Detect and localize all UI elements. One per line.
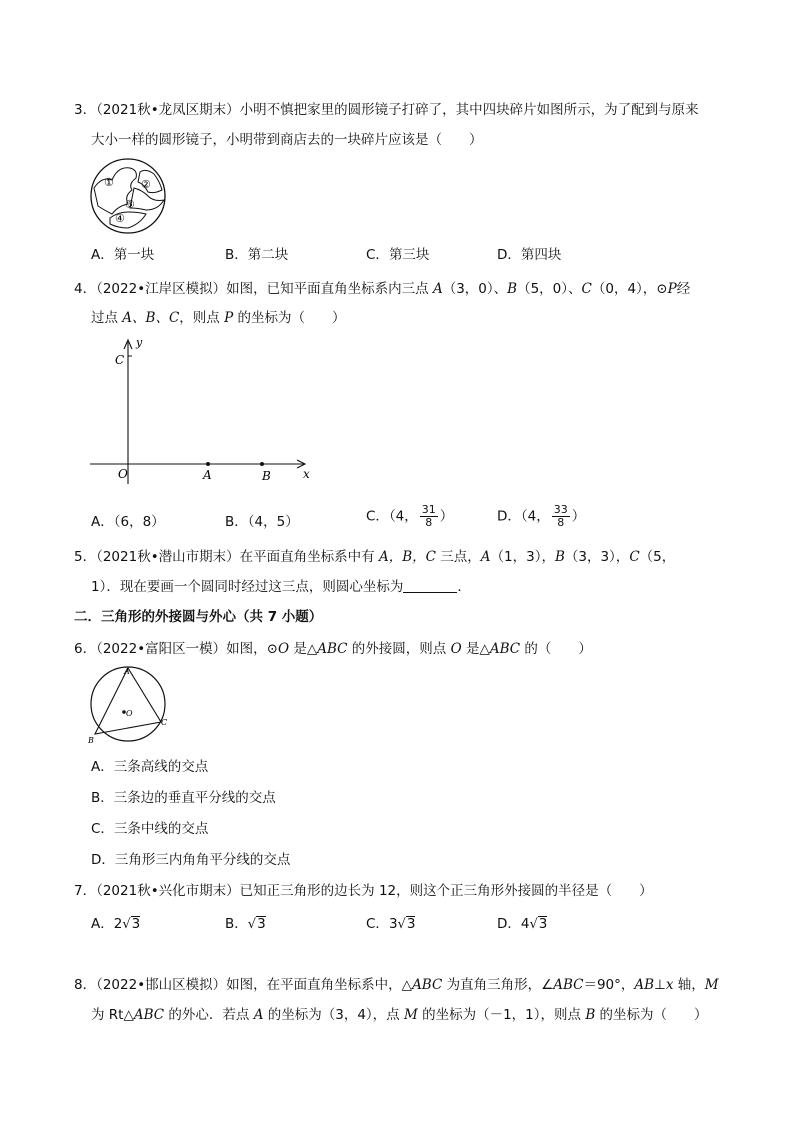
q5-text2-end: ． — [457, 579, 471, 595]
q3-option-a-text: 第一块 — [113, 247, 155, 263]
q7-text: 已知正三角形的边长为 12，则这个正三角形外接圆的半径是（ ） — [239, 883, 653, 899]
q8-x: x — [665, 977, 674, 993]
q3-option-a-key: A． — [91, 247, 114, 263]
q4-option-d — [497, 504, 585, 529]
q4-option-b-text: （4，5） — [247, 514, 299, 530]
q7-line-1 — [74, 882, 653, 900]
q4-option-a — [91, 513, 165, 531]
q8-m-2: M — [403, 1007, 418, 1023]
q3-text-1: 小明不慎把家里的圆形镜子打碎了，其中四块碎片如图所示，为了配到与原来 — [239, 102, 699, 118]
q6-option-d-key: D． — [91, 852, 115, 868]
q4-option-c-denominator: 8 — [425, 516, 433, 529]
q3-fig-label-2: ② — [141, 178, 151, 191]
q5-text1-b: 三点， — [435, 549, 481, 565]
q3-option-a — [91, 246, 154, 264]
q6-text-c: 的外接圆，则点 — [347, 641, 451, 657]
radical-icon: √ — [397, 917, 406, 932]
q3-mirror-figure — [88, 158, 170, 234]
q8-m: M — [704, 977, 719, 993]
q8-b: B — [585, 1007, 596, 1023]
q7-option-d-coef: 4 — [520, 916, 530, 932]
q4-coord-b: （5，0）、 — [517, 281, 582, 297]
q3-line-2: 大小一样的圆形镜子，小明带到商店去的一块碎片应该是（ ） — [91, 132, 483, 148]
q8-line-2 — [91, 1006, 708, 1024]
q6-circumcircle-figure — [86, 664, 172, 746]
q8-text1-b: 为直角三角形，∠ — [442, 977, 554, 993]
q6-abc: ABC — [317, 641, 348, 657]
q7-option-a-key: A． — [91, 916, 114, 932]
q4-option-c — [366, 504, 453, 529]
q8-abc-3: ABC — [133, 1007, 165, 1023]
q4-option-d-pre: （4， — [520, 508, 550, 525]
q3-option-d — [497, 246, 561, 264]
q4-fig-y-label: y — [136, 336, 143, 349]
q4-point-b: B — [507, 281, 518, 297]
q4-option-b-key: B． — [225, 514, 248, 530]
q6-option-d — [91, 851, 290, 869]
q7-option-a-coef: 2 — [113, 916, 123, 932]
q8-text2-c: 的坐标为（3，4），点 — [263, 1007, 404, 1023]
q8-abc-2: ABC — [553, 977, 584, 993]
q5-source: （2021秋•潜山市期末） — [96, 549, 240, 565]
q6-abc-2: ABC — [489, 641, 521, 657]
q6-number: 6． — [74, 641, 97, 657]
q7-option-a — [91, 915, 140, 934]
q3-fig-label-3: ③ — [125, 198, 135, 211]
q6-option-d-text: 三角形三内角角平分线的交点 — [114, 852, 291, 868]
q4-text-a: 如图，已知平面直角坐标系内三点 — [226, 281, 433, 297]
q4-option-a-key: A． — [91, 514, 114, 530]
q6-option-c-text: 三条中线的交点 — [113, 821, 209, 837]
q4-option-d-numerator: 33 — [553, 503, 568, 516]
q6-text-d: 是△ — [461, 641, 490, 657]
q5-number: 5． — [74, 549, 97, 565]
q4-option-d-post: ） — [571, 508, 586, 525]
q8-text1-a: 如图，在平面直角坐标系中，△ — [226, 977, 413, 993]
q6-option-b-key: B． — [91, 790, 114, 806]
q4-option-c-post: ） — [439, 508, 454, 525]
q6-o: O — [450, 641, 462, 657]
q5-text1-a: 在平面直角坐标系中有 — [239, 549, 379, 565]
q6-text-b: 是△ — [289, 641, 318, 657]
q4-coordinate-figure — [86, 334, 318, 490]
q4-fig-x-label: x — [303, 467, 310, 481]
q4-text-end: 经 — [676, 281, 691, 297]
q7-option-c-coef: 3 — [388, 916, 398, 932]
q8-text1-c: ＝90°， — [583, 977, 635, 993]
q8-text1-e: 轴， — [673, 977, 705, 993]
q3-option-b — [225, 246, 288, 264]
q6-option-a-key: A． — [91, 759, 114, 775]
q4-option-c-fraction — [420, 504, 438, 529]
q6-line-1 — [74, 640, 592, 658]
q3-line-1 — [74, 101, 699, 119]
q3-number: 3． — [74, 102, 97, 118]
q5-answer-blank — [403, 578, 457, 593]
q5-b-label: B — [554, 549, 565, 565]
q4-option-b — [225, 513, 299, 531]
q4-line2-points: A、B、C — [122, 310, 180, 326]
q4-line2-p: P — [224, 310, 234, 326]
q8-abc: ABC — [412, 977, 443, 993]
q6-option-b — [91, 789, 276, 807]
q7-option-d — [497, 915, 547, 934]
q4-option-c-key: C． — [366, 508, 389, 525]
radical-icon: √ — [529, 917, 538, 932]
q4-option-a-text: （6，8） — [113, 514, 165, 530]
q5-text1-points: A，B，C — [378, 549, 436, 565]
q7-option-b-radicand: 3 — [257, 916, 266, 932]
q8-text2-b: 的外心．若点 — [164, 1007, 254, 1023]
q7-source: （2021秋•兴化市期末） — [96, 883, 240, 899]
section-2-heading: 二．三角形的外接圆与外心（共 7 小题） — [74, 609, 323, 625]
q8-ab: AB — [634, 977, 655, 993]
q3-option-d-text: 第四块 — [520, 247, 562, 263]
q6-option-a-text: 三条高线的交点 — [113, 759, 209, 775]
q6-option-a — [91, 758, 208, 776]
q4-option-c-numerator: 31 — [421, 503, 436, 516]
q4-fig-b-label: B — [262, 469, 271, 483]
q6-fig-b-label: B — [88, 736, 94, 745]
q8-line-1 — [74, 976, 719, 994]
q8-a: A — [253, 1007, 264, 1023]
q3-option-b-key: B． — [225, 247, 248, 263]
q4-line2-c: 的坐标为（ ） — [233, 310, 346, 326]
q4-fig-c-label: C — [115, 353, 125, 367]
q4-option-d-denominator: 8 — [557, 516, 565, 529]
q3-option-c-text: 第三块 — [388, 247, 430, 263]
q8-text1-d: ⊥ — [654, 977, 666, 993]
q4-fig-o-label: O — [118, 467, 128, 481]
q5-c-label: C — [629, 549, 640, 565]
q4-fig-a-label: A — [203, 468, 212, 482]
q6-option-c — [91, 820, 208, 838]
q3-option-c — [366, 246, 429, 264]
q6-circle-o: ⊙O — [266, 641, 290, 657]
q8-text2-d: 的坐标为（－1，1），则点 — [417, 1007, 586, 1023]
q8-text2-e: 的坐标为（ ） — [595, 1007, 708, 1023]
q4-line2-a: 过点 — [91, 310, 123, 326]
q7-option-a-radicand: 3 — [131, 916, 141, 932]
q3-fig-label-1: ① — [104, 176, 114, 189]
radical-icon: √ — [122, 917, 131, 932]
q4-line-1 — [74, 280, 690, 298]
q7-option-c-radicand: 3 — [406, 916, 416, 932]
q5-a-coord: （1，3）， — [490, 549, 555, 565]
q4-option-d-key: D． — [497, 508, 521, 525]
q7-number: 7． — [74, 883, 97, 899]
q7-option-c — [366, 915, 415, 934]
q3-option-c-key: C． — [366, 247, 389, 263]
radical-icon: √ — [247, 917, 257, 932]
q5-c-coord: （5， — [639, 549, 676, 565]
q3-fig-label-4: ④ — [115, 212, 125, 225]
q7-option-c-key: C． — [366, 916, 389, 932]
q6-option-b-text: 三条边的垂直平分线的交点 — [113, 790, 276, 806]
q6-source: （2022•富阳区一模） — [96, 641, 227, 657]
q7-option-b-key: B． — [225, 916, 248, 932]
q3-source: （2021秋•龙凤区期末） — [96, 102, 240, 118]
q5-a-label: A — [480, 549, 491, 565]
q6-text-a: 如图， — [226, 641, 267, 657]
q4-line2-b: ，则点 — [179, 310, 225, 326]
q8-source: （2022•邯山区模拟） — [96, 977, 227, 993]
q4-point-c: C — [581, 281, 592, 297]
q7-option-b — [225, 915, 266, 934]
q6-fig-c-label: C — [161, 718, 168, 727]
q7-option-d-key: D． — [497, 916, 521, 932]
q4-source: （2022•江岸区模拟） — [96, 281, 227, 297]
q5-text2-a: 1）．现在要画一个圆同时经过这三点，则圆心坐标为 — [91, 579, 404, 595]
q6-fig-a-label: A — [124, 667, 130, 676]
q4-circle-p: ⊙P — [656, 281, 677, 297]
q7-option-d-radicand: 3 — [538, 916, 548, 932]
q8-number: 8． — [74, 977, 97, 993]
q4-option-c-pre: （4， — [388, 508, 418, 525]
q4-number: 4． — [74, 281, 97, 297]
q5-line-2 — [91, 578, 471, 596]
q4-point-a: A — [432, 281, 443, 297]
q6-text-e: 的（ ） — [520, 641, 592, 657]
q3-option-d-key: D． — [497, 247, 521, 263]
q8-text2-a: 为 Rt△ — [91, 1007, 134, 1023]
q5-b-coord: （3，3）， — [564, 549, 630, 565]
q4-coord-c: （0，4）， — [591, 281, 657, 297]
q5-line-1 — [74, 548, 675, 566]
q6-fig-o-label: O — [126, 709, 133, 718]
q4-line-2 — [91, 309, 345, 327]
q4-option-d-fraction — [552, 504, 570, 529]
q3-option-b-text: 第二块 — [247, 247, 289, 263]
q6-option-c-key: C． — [91, 821, 114, 837]
q4-coord-a: （3，0）、 — [442, 281, 508, 297]
